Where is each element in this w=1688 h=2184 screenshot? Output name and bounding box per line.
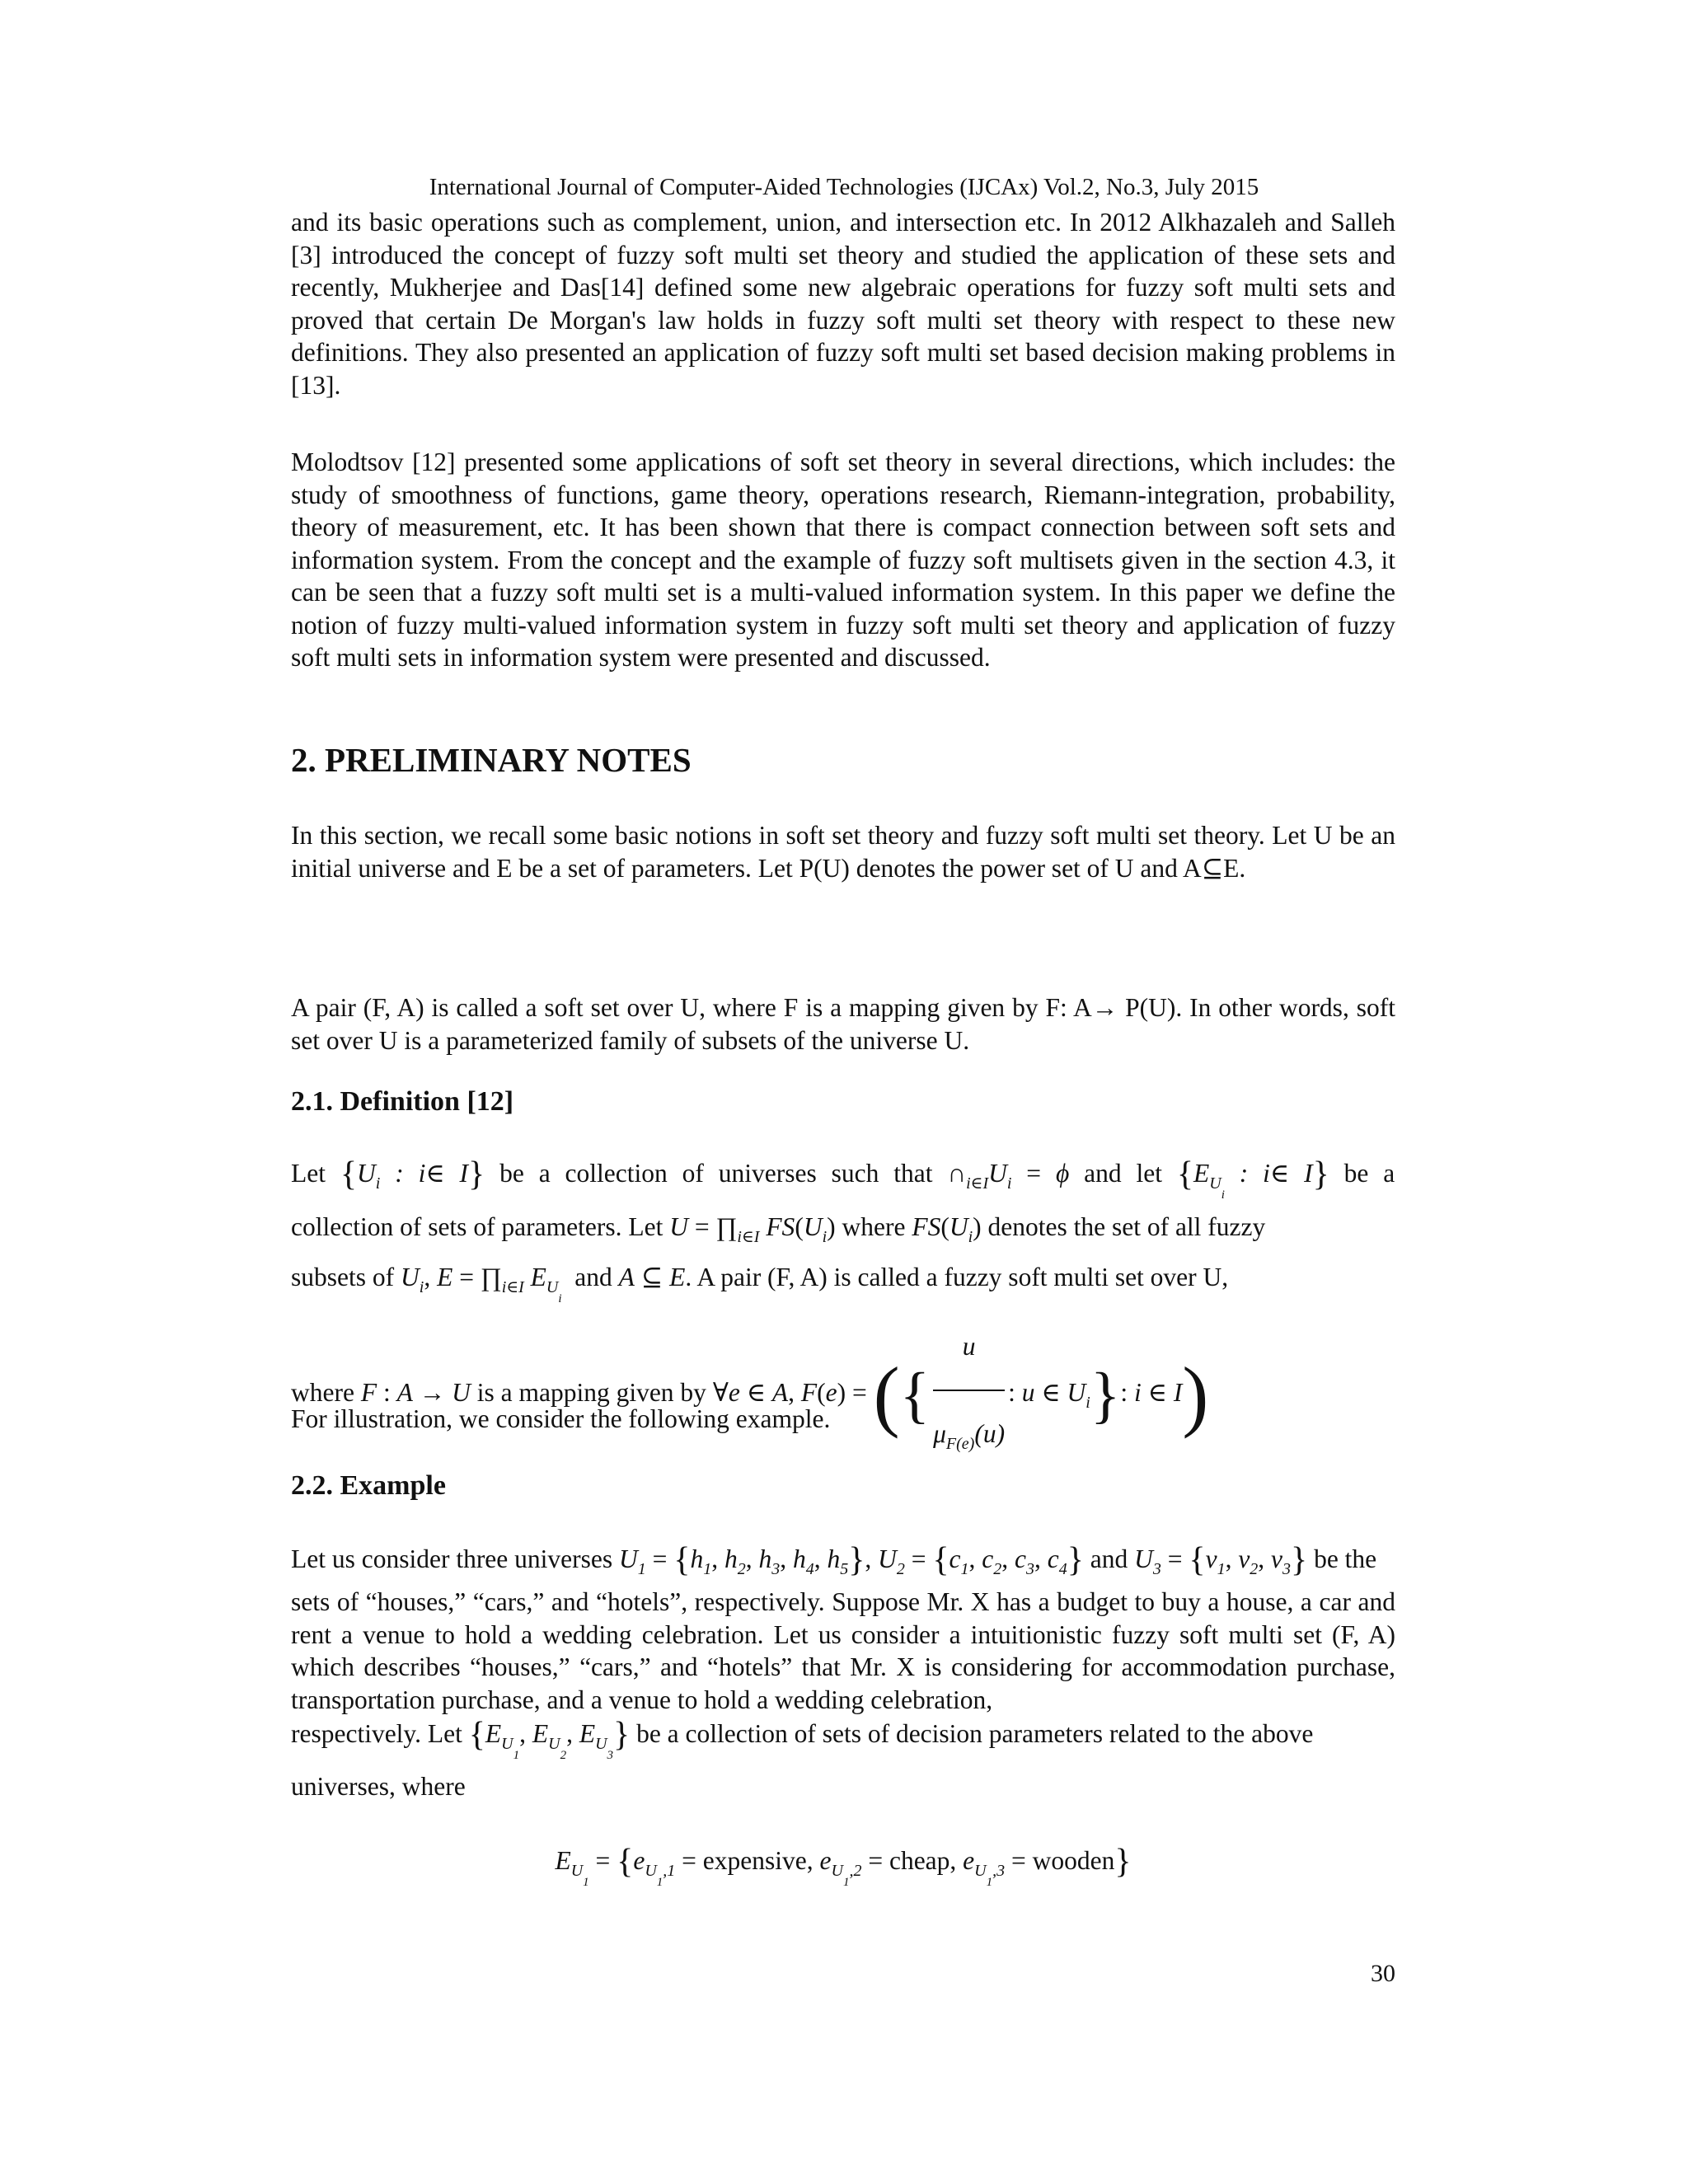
running-header: International Journal of Computer-Aided Technologies (IJCAx) Vol.2, No.3, July 2015 <box>429 174 1259 200</box>
paragraph-4: A pair (F, A) is called a soft set over U, where F is a mapping given by F: A→ P(U). In other words, soft set over U is a parameterized family of subsets of the universe U. <box>291 993 1395 1055</box>
example-title: 2.2. Example <box>291 1470 446 1501</box>
membership-fraction: $\frac{u}{\mu_{F(e)}(u)}$ <box>933 1305 1005 1485</box>
definition-heading <box>291 1085 1395 1119</box>
intro-paragraph <box>291 206 1395 401</box>
illustration-line <box>291 1403 1395 1436</box>
example-heading <box>291 1469 1395 1503</box>
page-number: 30 <box>1371 1960 1395 1987</box>
definition-line-3: subsets of $U_i$, $E = \prod_{i\in I}$ $E_{U_i}$ and A ⊆ E. A pair (F, A) is called a fuzzy soft multi set over U, <box>291 1263 1229 1305</box>
definition-line-4: where F : A → U is a mapping given by ∀e ∈ A, F(e) = ({ $\frac{u}{\mu_{F(e)}(u)}$ : u ∈ $U_i$}: i ∈ I) <box>291 1305 1395 1485</box>
paragraph-5: For illustration, we consider the following example. <box>291 1404 831 1433</box>
paragraph-1: and its basic operations such as complement, union, and intersection etc. In 2012 Alkhazaleh and Salleh [3] introduced the concept of fuzzy soft multi set theory and studied the application of these sets and recently, Mukherjee and Das[14] defined some new algebraic operations for fuzzy soft multi sets and proved that certain De Morgan's law holds in fuzzy soft multi set theory with respect to these new definitions. They also presented an application of fuzzy soft multi set based decision making problems in [13]. <box>291 208 1395 400</box>
parameter-equation: $E_{U_1} = \{e_{U_1,1}$ = expensive, $e_{U_1,2}$ = cheap, $e_{U_1,3}$ = wooden} <box>555 1843 1132 1889</box>
example-text: sets of “houses,” “cars,” and “hotels”, respectively. Suppose Mr. X has a budget to buy a house, a car and rent a venue to hold a wedding celebration. Let us consider a intuitionistic fuzzy soft multi set (F, A) which describes “houses,” “cars,” and “hotels” that Mr. X is considering for accommodation purchase, transportation purchase, and a venue to hold a wedding celebration, <box>291 1587 1395 1714</box>
example-line-1: Let us consider three universes $U_1 = \{h_1$, $h_2$, $h_3$, $h_4$, $h_5$}, $U_2 = \{c_1$, $c_2$, $c_3$, $c_4$} and $U_3 = \{v_1$, $v_2$, $v_3$} be the <box>291 1541 1377 1579</box>
example-paragraph <box>291 1586 1395 1716</box>
example-line-2: respectively. Let {$E_{U_1}$, $E_{U_2}$, $E_{U_3}$} be a collection of sets of decision parameters related to the above <box>291 1716 1314 1762</box>
paragraph-2: Molodtsov [12] presented some applications of soft set theory in several directions, which includes: the study of smoothness of functions, game theory, operations research, Riemann-integration, probability, theory of measurement, etc. It has been shown that there is compact connection between soft sets and information system. From the concept and the example of fuzzy soft multisets given in the section 4.3, it can be seen that a fuzzy soft multi set is a multi-valued information system. In this paper we define the notion of fuzzy multi-valued information system in fuzzy soft multi set theory and application of fuzzy soft multi sets in information system were presented and discussed. <box>291 448 1395 672</box>
paragraph-3: In this section, we recall some basic notions in soft set theory and fuzzy soft multi set theory. Let U be an initial universe and E be a set of parameters. Let P(U) denotes the power set of U and A⊆E. <box>291 821 1395 883</box>
soft-set-paragraph <box>291 991 1395 1057</box>
example-line-3: universes, where <box>291 1772 466 1801</box>
section-heading <box>291 739 1395 780</box>
definition-title: 2.1. Definition [12] <box>291 1086 514 1117</box>
definition-line-2: collection of sets of parameters. Let $U = \prod_{i\in I}$ $FS(U_i)$ where $FS(U_i)$ denotes the set of all fuzzy <box>291 1212 1266 1246</box>
molodtsov-paragraph <box>291 446 1395 674</box>
definition-line-1: Let {$U_i$ : i∈ I} be a collection of universes such that $\cap_{i\in I}U_i = \phi$ and let {$E_{U_i}$ : i∈ I} be a <box>291 1155 1395 1202</box>
section-intro <box>291 819 1395 884</box>
section-2-title: 2. PRELIMINARY NOTES <box>291 741 692 779</box>
